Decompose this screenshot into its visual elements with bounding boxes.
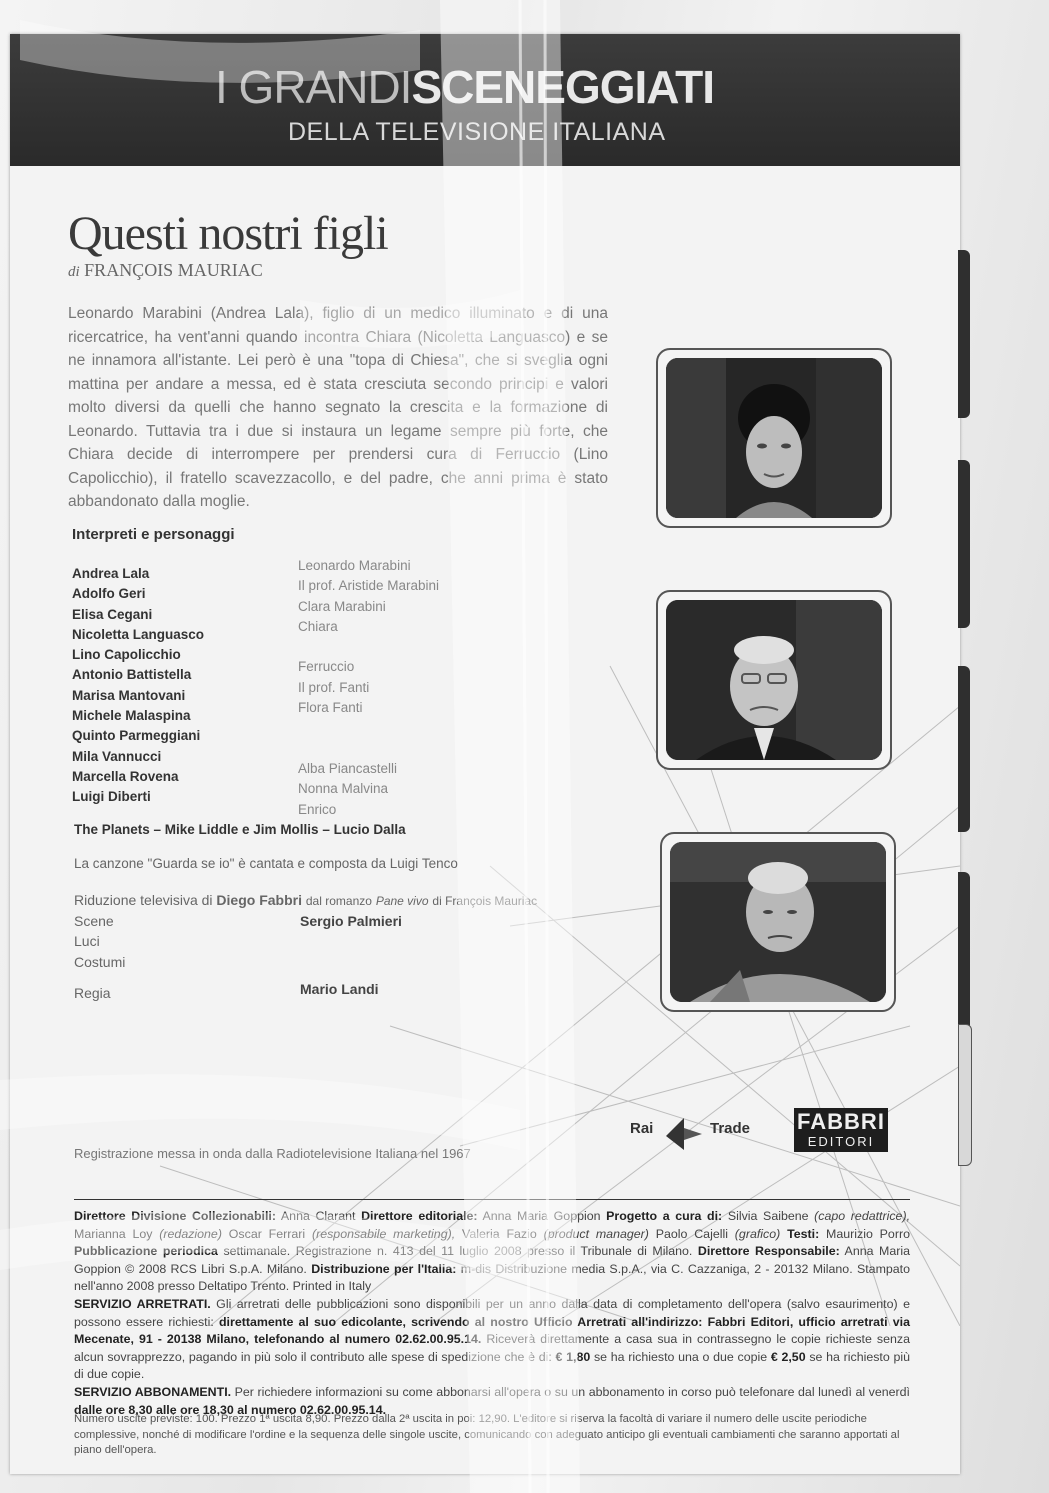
disc-tab xyxy=(958,1024,972,1166)
booklet-page xyxy=(10,34,960,1474)
cast-row: Enrico xyxy=(298,801,337,817)
credit-row: Costumi xyxy=(74,953,126,970)
still-man-image xyxy=(670,842,886,1002)
music-credit: The Planets – Mike Liddle e Jim Mollis – Lucio Dalla xyxy=(74,822,406,837)
director-name: Mario Landi xyxy=(300,981,379,997)
synopsis-text: Leonardo Marabini (Andrea Lala), figlio di un medico illuminato e di una ricercatrice, ha vent'anni quando incontra Chiara (Nicoletta Languasco) e se ne innamora all'istante. Lei però è una "topa di Chiesa", che si sveglia ogni mattina per andare a messa, ed è stata cresciuta secondo principi e valori molto diversi da quelli che hanno segnato la crescita e la formazione di Leonardo. Tuttavia tra i due si instaura un legame sempre più forte, che Chiara decide di interrompere per prendersi cura di Ferruccio (Lino Capolicchio), il fratello scavezzacollo, e del padre, che anni prima è stato abbandonato dalla moglie. xyxy=(68,305,608,510)
author-line: di FRANÇOIS MAURIAC xyxy=(68,260,263,280)
credit-row: Luci xyxy=(74,933,100,949)
disc-tab xyxy=(958,666,970,832)
cast-row: Luigi Diberti Nonna Malvina xyxy=(72,781,389,805)
tv-frame-still-1 xyxy=(656,348,892,528)
credit-row: Scene Sergio Palmieri xyxy=(74,912,402,929)
production-credits xyxy=(74,892,594,974)
cast-row: Marisa Mantovani Il prof. Fanti xyxy=(72,679,370,703)
cast-list xyxy=(72,558,472,830)
divider xyxy=(74,1199,910,1200)
disc-tab xyxy=(958,872,970,1038)
fine-print: Numero uscite previste: 100. Prezzo 1ª uscita 8,90. Prezzo dalla 2ª uscita in poi: 12,90. L'editore si riserva la facoltà di variare il numero delle uscite periodiche complessive, nonché di modificare l'ordine e la sequenza delle singole uscite, comunicando con adeguato anticipo gli eventuali cambiamenti che saranno apportati al piano dell'opera. xyxy=(74,1413,900,1457)
broadcast-note: Registrazione messa in onda dalla Radiotelevisione Italiana nel 1967 xyxy=(74,1146,471,1161)
series-subtitle: DELLA TELEVISIONE ITALIANA xyxy=(288,118,666,146)
series-title: I GRANDISCENEGGIATI xyxy=(215,61,714,113)
still-woman-image xyxy=(666,358,882,518)
still-older-man-image xyxy=(666,600,882,760)
cast-row: Quinto Parmeggiani xyxy=(72,728,201,744)
cast-row: Nicoletta Languasco Chiara xyxy=(72,618,338,642)
cast-row: Elisa Cegani Clara Marabini xyxy=(72,598,386,622)
song-credit: La canzone "Guarda se io" è cantata e composta da Luigi Tenco xyxy=(74,856,458,871)
imprint-block: Direttore Divisione Collezionabili: Anna Clarant Direttore editoriale: Anna Maria Goppion Progetto a cura di: Silvia Saibene (capo redattrice), Marianna Loy (redazione) Oscar Ferrari (responsabile marketing), Valeria Fazio (product manager) Paolo Cajelli (grafico) Testi: Maurizio Porro Pubblicazione periodica settimanale. Registrazione n. 413 del 11 luglio 2008 presso il Tribunale di Milano. Direttore Responsabile: Anna Maria Goppion © 2008 RCS Libri S.p.A. Milano. Distribuzione per l'Italia: m-dis Distribuzione media S.p.A., via C. Cazzaniga, 2 - 20132 Milano. Stampato nell'anno 2008 presso Deltatipo Trento. Printed in Italy SERVIZIO ARRETRATI. Gli arretrati delle pubblicazioni sono disponibili per un anno dalla data di completamento dell'opera (salvo esaurimento) e possono essere richiesti: direttamente al suo edicolante, scrivendo al nostro Ufficio Arretrati all'indirizzo: Fabbri Editori, ufficio arretrati via Mecenate, 91 - 20138 Milano, telefonando al numero 02.62.00.95.14. Riceverà direttamente a casa sua in contrassegno le copie richieste senza alcun sovrapprezzo, pagando in più solo il contributo alle spese di spedizione che è di: € 1,80 se ha richiesto una o due copie € 2,50 se ha richiesto più di due copie. SERVIZIO ABBONAMENTI. Per richiedere informazioni su come abbonarsi all'opera o su un abbonamento in corso può telefonare dal lunedì al venerdì dalle ore 8,30 alle ore 18,30 al numero 02.62.00.95.14. xyxy=(74,1209,911,1417)
cast-row: Antonio Battistella Ferruccio xyxy=(72,659,355,683)
series-header xyxy=(10,34,960,166)
cast-heading: Interpreti e personaggi xyxy=(72,526,235,543)
still-man-picture xyxy=(670,842,886,1002)
tv-frame-still-2 xyxy=(656,590,892,770)
cast-row: Michele Malaspina Flora Fanti xyxy=(72,700,363,724)
disc-tab xyxy=(958,250,970,418)
disc-tab xyxy=(958,460,970,628)
rai-trade-logo: Rai Trade xyxy=(622,1114,772,1164)
still-woman-picture xyxy=(666,358,882,518)
rai-trade-emblem-icon xyxy=(662,1114,706,1154)
cast-row: Marcella Rovena Alba Piancastelli xyxy=(72,760,398,784)
program-title: Questi nostri figli xyxy=(68,207,388,260)
cast-row: Mila Vannucci xyxy=(72,748,162,764)
director-label: Regia xyxy=(74,985,111,1001)
cast-row: Andrea Lala Leonardo Marabini xyxy=(72,558,411,581)
cast-row: Adolfo Geri Il prof. Aristide Marabini xyxy=(72,578,440,602)
cast-row: Lino Capolicchio xyxy=(72,647,181,663)
adaptation-credit: Riduzione televisiva di Diego Fabbri dal romanzo Pane vivo di François Mauriac xyxy=(74,892,538,908)
still-older-man-picture xyxy=(666,600,882,760)
tv-frame-still-3 xyxy=(660,832,896,1012)
fabbri-editori-logo: FABBRI EDITORI xyxy=(794,1108,888,1152)
